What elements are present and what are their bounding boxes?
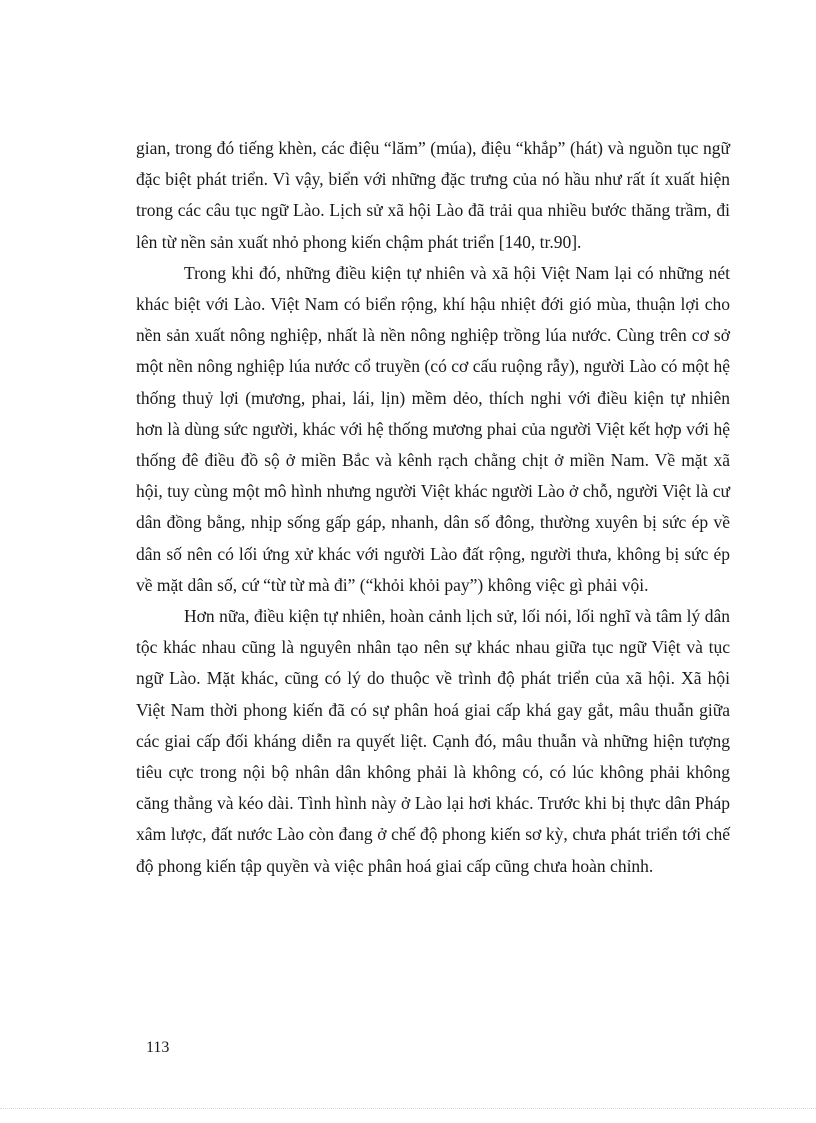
page-number: 113: [146, 1039, 170, 1056]
page-bottom-divider: [0, 1108, 816, 1109]
paragraph-2: Trong khi đó, những điều kiện tự nhiên và xã hội Việt Nam lại có những nét khác biệt với Lào. Việt Nam có biển rộng, khí hậu nhiệt đới gió mùa, thuận lợi cho nền sản xuất nông nghiệp, nhất là nền nông nghiệp trồng lúa nước. Cùng trên cơ sở một nền nông nghiệp lúa nước cổ truyền (có cơ cấu ruộng rẫy), người Lào có một hệ thống thuỷ lợi (mương, phai, lái, lịn) mềm dẻo, thích nghi với điều kiện tự nhiên hơn là dùng sức người, khác với hệ thống mương phai của người Việt kết hợp với hệ thống đê điều đồ sộ ở miền Bắc và kênh rạch chằng chịt ở miền Nam. Về mặt xã hội, tuy cùng một mô hình nhưng người Việt khác người Lào ở chỗ, người Việt là cư dân đồng bằng, nhịp sống gấp gáp, nhanh, dân số đông, thường xuyên bị sức ép về dân số nên có lối ứng xử khác với người Lào đất rộng, người thưa, không bị sức ép về mặt dân số, cứ “từ từ mà đi” (“khỏi khỏi pay”) không việc gì phải vội.: [136, 262, 730, 595]
body-text: [136, 133, 730, 882]
paragraph-3: Hơn nữa, điều kiện tự nhiên, hoàn cảnh lịch sử, lối nói, lối nghĩ và tâm lý dân tộc khác nhau cũng là nguyên nhân tạo nên sự khác nhau giữa tục ngữ Việt và tục ngữ Lào. Mặt khác, cũng có lý do thuộc về trình độ phát triển của xã hội. Xã hội Việt Nam thời phong kiến đã có sự phân hoá giai cấp khá gay gắt, mâu thuẫn giữa các giai cấp đối kháng diễn ra quyết liệt. Cạnh đó, mâu thuẫn và những hiện tượng tiêu cực trong nội bộ nhân dân không phải là không có, có lúc không phải không căng thẳng và kéo dài. Tình hình này ở Lào lại hơi khác. Trước khi bị thực dân Pháp xâm lược, đất nước Lào còn đang ở chế độ phong kiến sơ kỳ, chưa phát triển tới chế độ phong kiến tập quyền và việc phân hoá giai cấp cũng chưa hoàn chỉnh.: [136, 606, 730, 876]
paragraph-1: gian, trong đó tiếng khèn, các điệu “lăm” (múa), điệu “khắp” (hát) và nguồn tục ngữ đặc biệt phát triển. Vì vậy, biển với những đặc trưng của nó hầu như rất ít xuất hiện trong các câu tục ngữ Lào. Lịch sử xã hội Lào đã trải qua nhiều bước thăng trầm, đi lên từ nền sản xuất nhỏ phong kiến chậm phát triển [140, tr.90].: [136, 138, 730, 252]
